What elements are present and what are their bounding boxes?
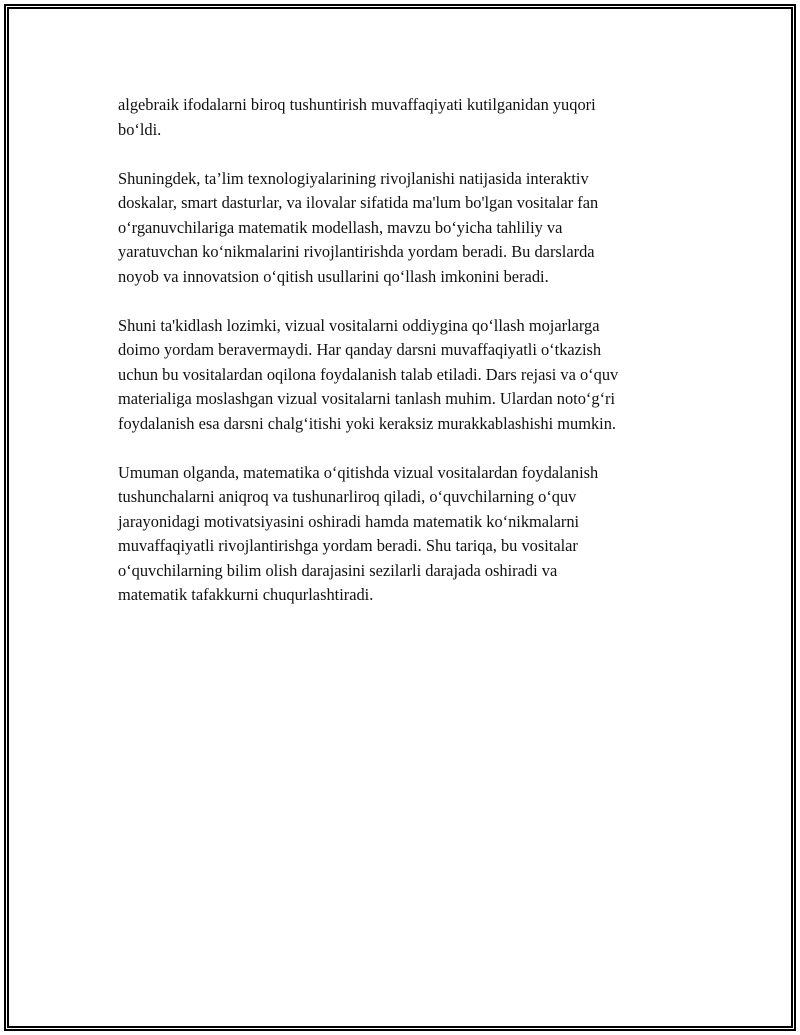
document-body (118, 93, 698, 632)
paragraph-3: Shuni ta'kidlash lozimki, vizual vositalarni oddiygina qo‘llash mojarlarga doimo yordam beravermaydi. Har qanday darsni muvaffaqiyatli o‘tkazish uchun bu vositalardan oqilona foydalanish talab etiladi. Dars rejasi va o‘quv materialiga moslashgan vizual vositalarni tanlash muhim. Ulardan noto‘g‘ri foydalanish esa darsni chalg‘itishi yoki keraksiz murakkablashishi mumkin. (118, 315, 619, 433)
paragraph-4: Umuman olganda, matematika o‘qitishda vizual vositalardan foydalanish tushunchalarni aniqroq va tushunarliroq qiladi, o‘quvchilarning o‘quv jarayonidagi motivatsiyasini oshiradi hamda matematik ko‘nikmalarni muvaffaqiyatli rivojlantirishga yordam beradi. Shu tariqa, bu vositalar o‘quvchilarning bilim olish darajasini sezilarli darajada oshiradi va matematik tafakkurni chuqurlashtiradi. (118, 462, 599, 604)
paragraph-2: Shuningdek, ta’lim texnologiyalarining rivojlanishi natijasida interaktiv doskalar, smart dasturlar, va ilovalar sifatida ma'lum bo'lgan vositalar fan o‘rganuvchilariga matematik modellash, mavzu bo‘yicha tahliliy va yaratuvchan ko‘nikmalarini rivojlantirishda yordam beradi. Bu darslarda noyob va innovatsion o‘qitish usullarini qo‘llash imkonini beradi. (118, 168, 599, 286)
paragraph-1: algebraik ifodalarni biroq tushuntirish muvaffaqiyati kutilganidan yuqori bo‘ldi. (118, 95, 596, 139)
